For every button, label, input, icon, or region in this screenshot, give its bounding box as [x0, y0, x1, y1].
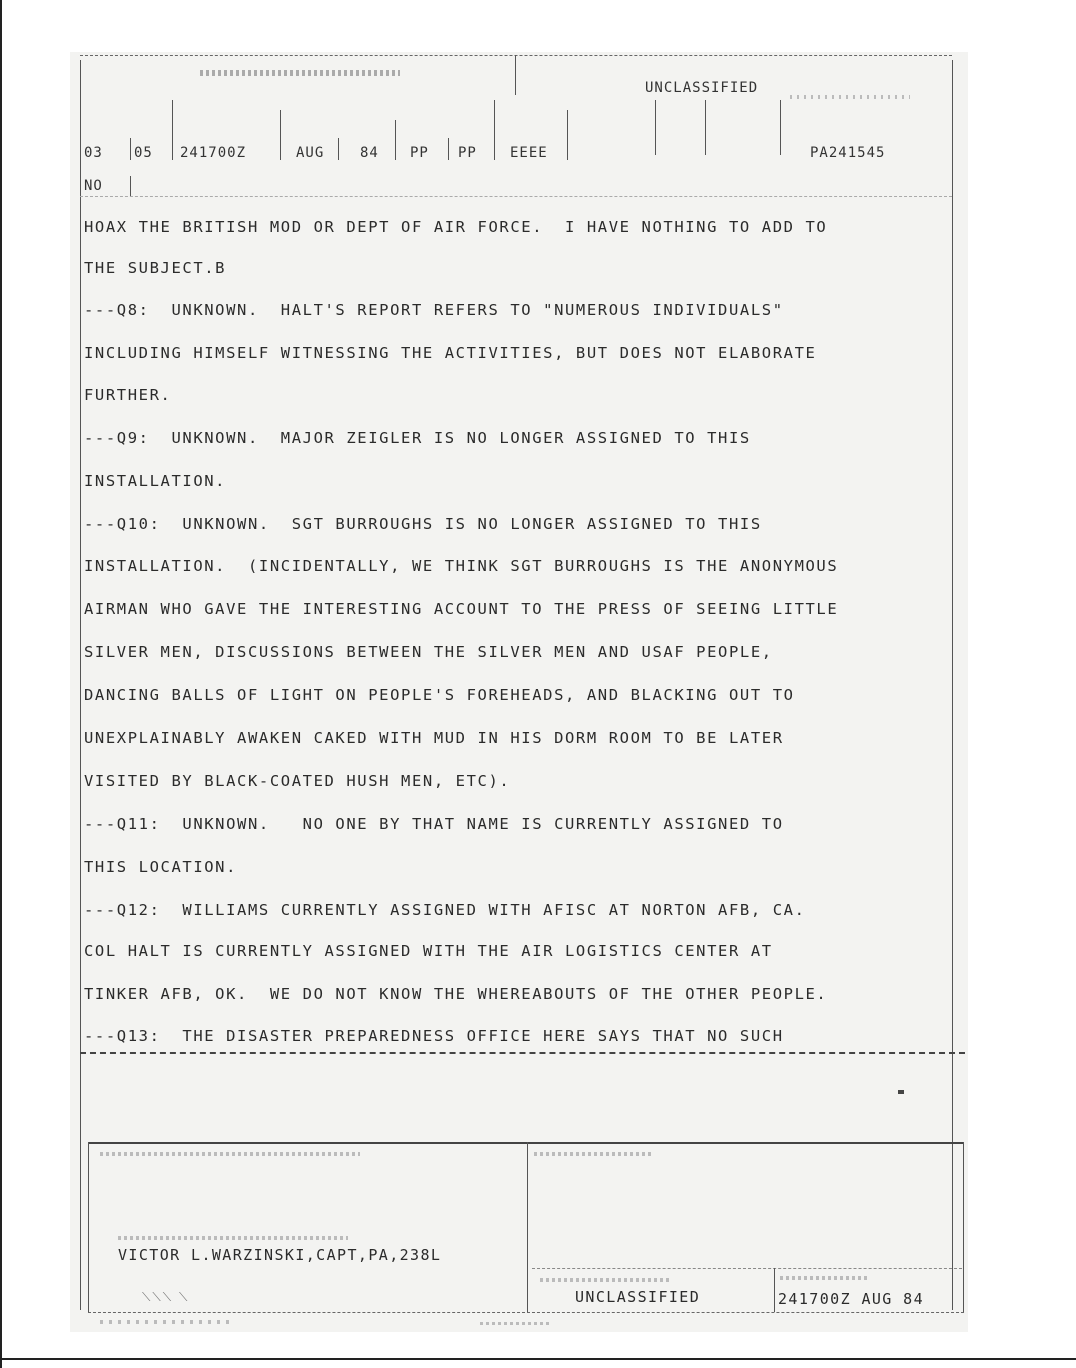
body-line: HOAX THE BRITISH MOD OR DEPT OF AIR FORCE. I HAVE NOTHING TO ADD TO: [84, 218, 828, 236]
header-field-month: AUG: [296, 145, 325, 161]
body-line: ---Q10: UNKNOWN. SGT BURROUGHS IS NO LONGER ASSIGNED TO THIS: [84, 515, 762, 533]
footer-date-divider: [774, 1268, 775, 1312]
header-field-precedence-info: PP: [458, 145, 477, 161]
footer-signature-scribble: ⟍⟍⟍ ⟍: [142, 1290, 190, 1304]
body-line: COL HALT IS CURRENTLY ASSIGNED WITH THE AIR LOGISTICS CENTER AT: [84, 942, 773, 960]
body-line: ---Q8: UNKNOWN. HALT'S REPORT REFERS TO "NUMEROUS INDIVIDUALS": [84, 301, 784, 319]
footer-center-divider: [527, 1142, 528, 1312]
footer-date-time: 241700Z AUG 84: [778, 1290, 925, 1308]
body-line: SILVER MEN, DISCUSSIONS BETWEEN THE SILVER MEN AND USAF PEOPLE,: [84, 643, 773, 661]
form-border-right: [952, 60, 953, 1310]
field-divider: [448, 138, 449, 160]
footer-left-border: [88, 1142, 89, 1312]
body-line: AIRMAN WHO GAVE THE INTERESTING ACCOUNT TO THE PRESS OF SEEING LITTLE: [84, 600, 839, 618]
header-classification: UNCLASSIFIED: [645, 80, 759, 96]
body-line: ---Q13: THE DISASTER PREPAREDNESS OFFICE HERE SAYS THAT NO SUCH: [84, 1027, 784, 1045]
body-line: INCLUDING HIMSELF WITNESSING THE ACTIVITIES, BUT DOES NOT ELABORATE: [84, 344, 817, 362]
page-frame-bottom: [0, 1358, 1076, 1360]
footer-right-border: [963, 1142, 964, 1312]
body-line: INSTALLATION. (INCIDENTALLY, WE THINK SGT BURROUGHS IS THE ANONYMOUS: [84, 557, 839, 575]
header-field-page: 05: [134, 145, 153, 161]
footer-faint-label-3: [118, 1236, 348, 1240]
field-divider: [172, 100, 173, 160]
field-divider: [705, 100, 706, 155]
field-divider: [280, 110, 281, 160]
header-faint-label-2: [790, 95, 910, 99]
body-bottom-rule: [80, 1052, 965, 1054]
field-divider: [395, 120, 396, 160]
field-divider: [655, 100, 656, 155]
header-no-label: NO: [84, 178, 103, 194]
body-line: INSTALLATION.: [84, 472, 227, 490]
body-line: UNEXPLAINABLY AWAKEN CAKED WITH MUD IN HIS DORM ROOM TO BE LATER: [84, 729, 784, 747]
footer-classification: UNCLASSIFIED: [575, 1288, 701, 1306]
body-line: ---Q12: WILLIAMS CURRENTLY ASSIGNED WITH AFISC AT NORTON AFB, CA.: [84, 901, 806, 919]
header-faint-label: [200, 70, 400, 76]
field-divider: [130, 138, 131, 160]
footer-faint-label-5: [780, 1276, 870, 1280]
header-field-classification-code: EEEE: [510, 145, 548, 161]
field-divider: [515, 55, 516, 95]
footer-faint-label: [100, 1152, 360, 1156]
header-bottom-rule: [80, 196, 952, 197]
page-frame-left: [0, 0, 2, 1368]
header-top-rule: [80, 55, 952, 56]
body-line: DANCING BALLS OF LIGHT ON PEOPLE'S FOREHEADS, AND BLACKING OUT TO: [84, 686, 795, 704]
body-line: ---Q11: UNKNOWN. NO ONE BY THAT NAME IS CURRENTLY ASSIGNED TO: [84, 815, 784, 833]
form-border-left: [80, 60, 81, 1310]
footer-faint-label-6: [100, 1320, 230, 1324]
field-divider: [338, 138, 339, 160]
header-message-id: PA241545: [810, 145, 886, 161]
header-field-year: 84: [360, 145, 379, 161]
body-line: FURTHER.: [84, 386, 172, 404]
footer-top-rule: [88, 1142, 964, 1144]
body-line: THE SUBJECT.B: [84, 259, 227, 277]
field-divider: [130, 176, 131, 196]
field-divider: [780, 100, 781, 155]
footer-drafter: VICTOR L.WARZINSKI,CAPT,PA,238L: [118, 1246, 442, 1264]
body-line: TINKER AFB, OK. WE DO NOT KNOW THE WHEREABOUTS OF THE OTHER PEOPLE.: [84, 985, 828, 1003]
footer-faint-label-4: [540, 1278, 670, 1282]
field-divider: [567, 110, 568, 160]
body-line: VISITED BY BLACK-COATED HUSH MEN, ETC).: [84, 772, 511, 790]
footer-faint-label-2: [534, 1152, 654, 1156]
footer-faint-label-7: [480, 1322, 550, 1325]
header-field-precedence: 03: [84, 145, 103, 161]
body-line: THIS LOCATION.: [84, 858, 238, 876]
body-line: ---Q9: UNKNOWN. MAJOR ZEIGLER IS NO LONGER ASSIGNED TO THIS: [84, 429, 751, 447]
footer-bottom-rule: [88, 1312, 964, 1313]
footer-mid-rule: [532, 1268, 962, 1269]
field-divider: [494, 100, 495, 160]
header-field-dtg: 241700Z: [180, 145, 247, 161]
stray-mark: [898, 1090, 904, 1094]
header-field-precedence-action: PP: [410, 145, 429, 161]
